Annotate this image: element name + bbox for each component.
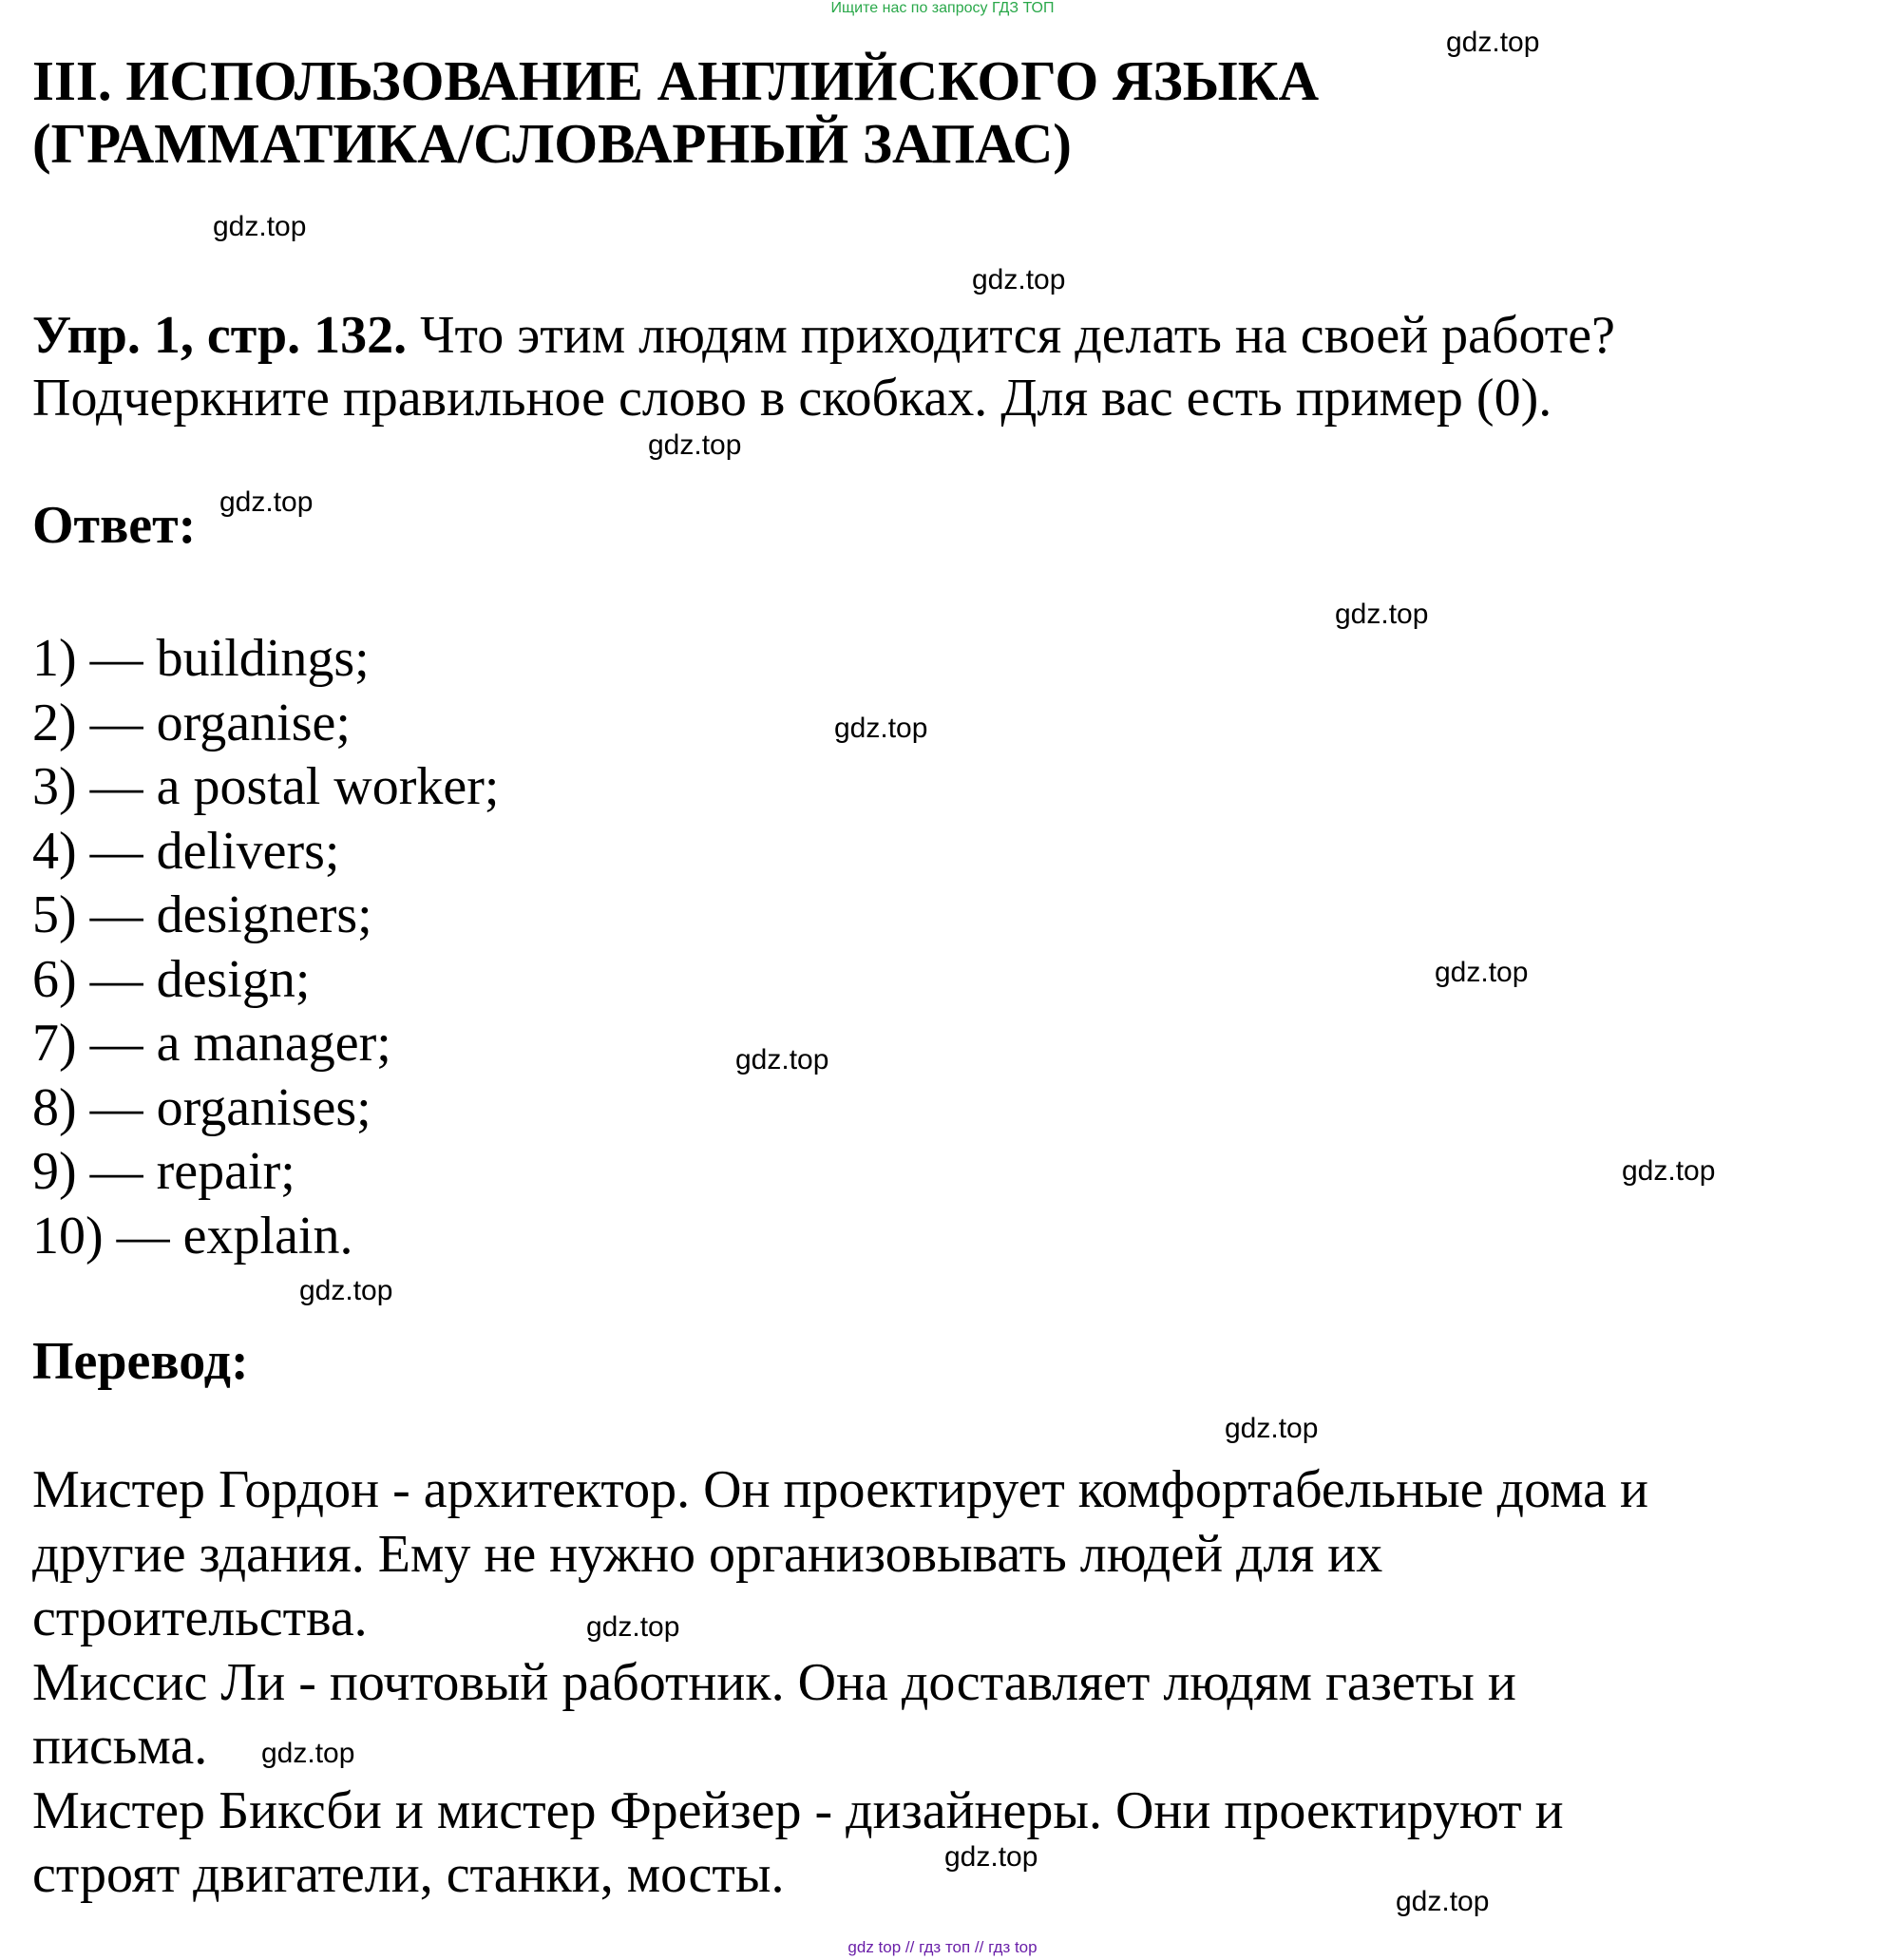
answer-list [32, 627, 499, 1268]
translation-line: Мистер Гордон - архитектор. Он проектирует комфортабельные дома и [32, 1460, 1648, 1519]
watermark: gdz.top [261, 1738, 355, 1769]
watermark: gdz.top [944, 1841, 1038, 1873]
watermark: gdz.top [735, 1044, 829, 1075]
answer-item: 8) — organises; [32, 1077, 371, 1137]
section-title-line2: (ГРАММАТИКА/СЛОВАРНЫЙ ЗАПАС) [32, 112, 1072, 175]
translation-line: строят двигатели, станки, мосты. [32, 1845, 785, 1904]
answer-item: 1) — buildings; [32, 629, 370, 688]
exercise-question-part2: Подчеркните правильное слово в скобках. Для вас есть пример (0). [32, 369, 1552, 428]
answer-item: 3) — a postal worker; [32, 757, 500, 816]
watermark: gdz.top [1225, 1413, 1319, 1444]
watermark: gdz.top [299, 1275, 393, 1306]
watermark: gdz.top [834, 713, 928, 744]
section-title-line1: III. ИСПОЛЬЗОВАНИЕ АНГЛИЙСКОГО ЯЗЫКА [32, 49, 1320, 112]
answer-item: 4) — delivers; [32, 821, 340, 881]
answer-item: 7) — a manager; [32, 1014, 391, 1073]
translation-line: Мистер Биксби и мистер Фрейзер - дизайнеры. Они проектируют и [32, 1780, 1564, 1840]
watermark: gdz.top [219, 486, 314, 518]
exercise-ref: Упр. 1, стр. 132. [32, 306, 408, 365]
watermark: gdz.top [648, 429, 742, 461]
translation-line: строительства. [32, 1589, 368, 1647]
translation-line: Миссис Ли - почтовый работник. Она доставляет людям газеты и [32, 1652, 1516, 1712]
answer-heading: Ответ: [32, 496, 197, 555]
footer-note: gdz top // гдз топ // гдз top [847, 1938, 1038, 1956]
exercise-statement [32, 304, 1837, 429]
answer-item: 6) — design; [32, 949, 311, 1009]
translation-line: письма. [32, 1717, 208, 1776]
search-hint: Ищите нас по запросу ГДЗ ТОП [830, 0, 1055, 16]
watermark: gdz.top [1435, 957, 1529, 988]
exercise-line1 [32, 304, 1837, 367]
watermark: gdz.top [1335, 599, 1429, 630]
exercise-question-part1: Что этим людям приходится делать на своей работе? [407, 306, 1615, 365]
watermark: gdz.top [1622, 1155, 1716, 1187]
watermark: gdz.top [1446, 27, 1540, 58]
answer-item: 9) — repair; [32, 1142, 295, 1201]
translation-heading: Перевод: [32, 1332, 249, 1391]
answer-item: 5) — designers; [32, 885, 372, 944]
watermark: gdz.top [586, 1611, 680, 1643]
translation-line: другие здания. Ему не нужно организовывать людей для их [32, 1524, 1383, 1584]
translation-text [32, 1458, 1837, 1908]
watermark: gdz.top [972, 264, 1066, 295]
answer-item: 10) — explain. [32, 1206, 353, 1265]
answer-item: 2) — organise; [32, 693, 351, 752]
watermark: gdz.top [213, 211, 307, 242]
section-title [32, 49, 1319, 175]
watermark: gdz.top [1396, 1886, 1490, 1917]
